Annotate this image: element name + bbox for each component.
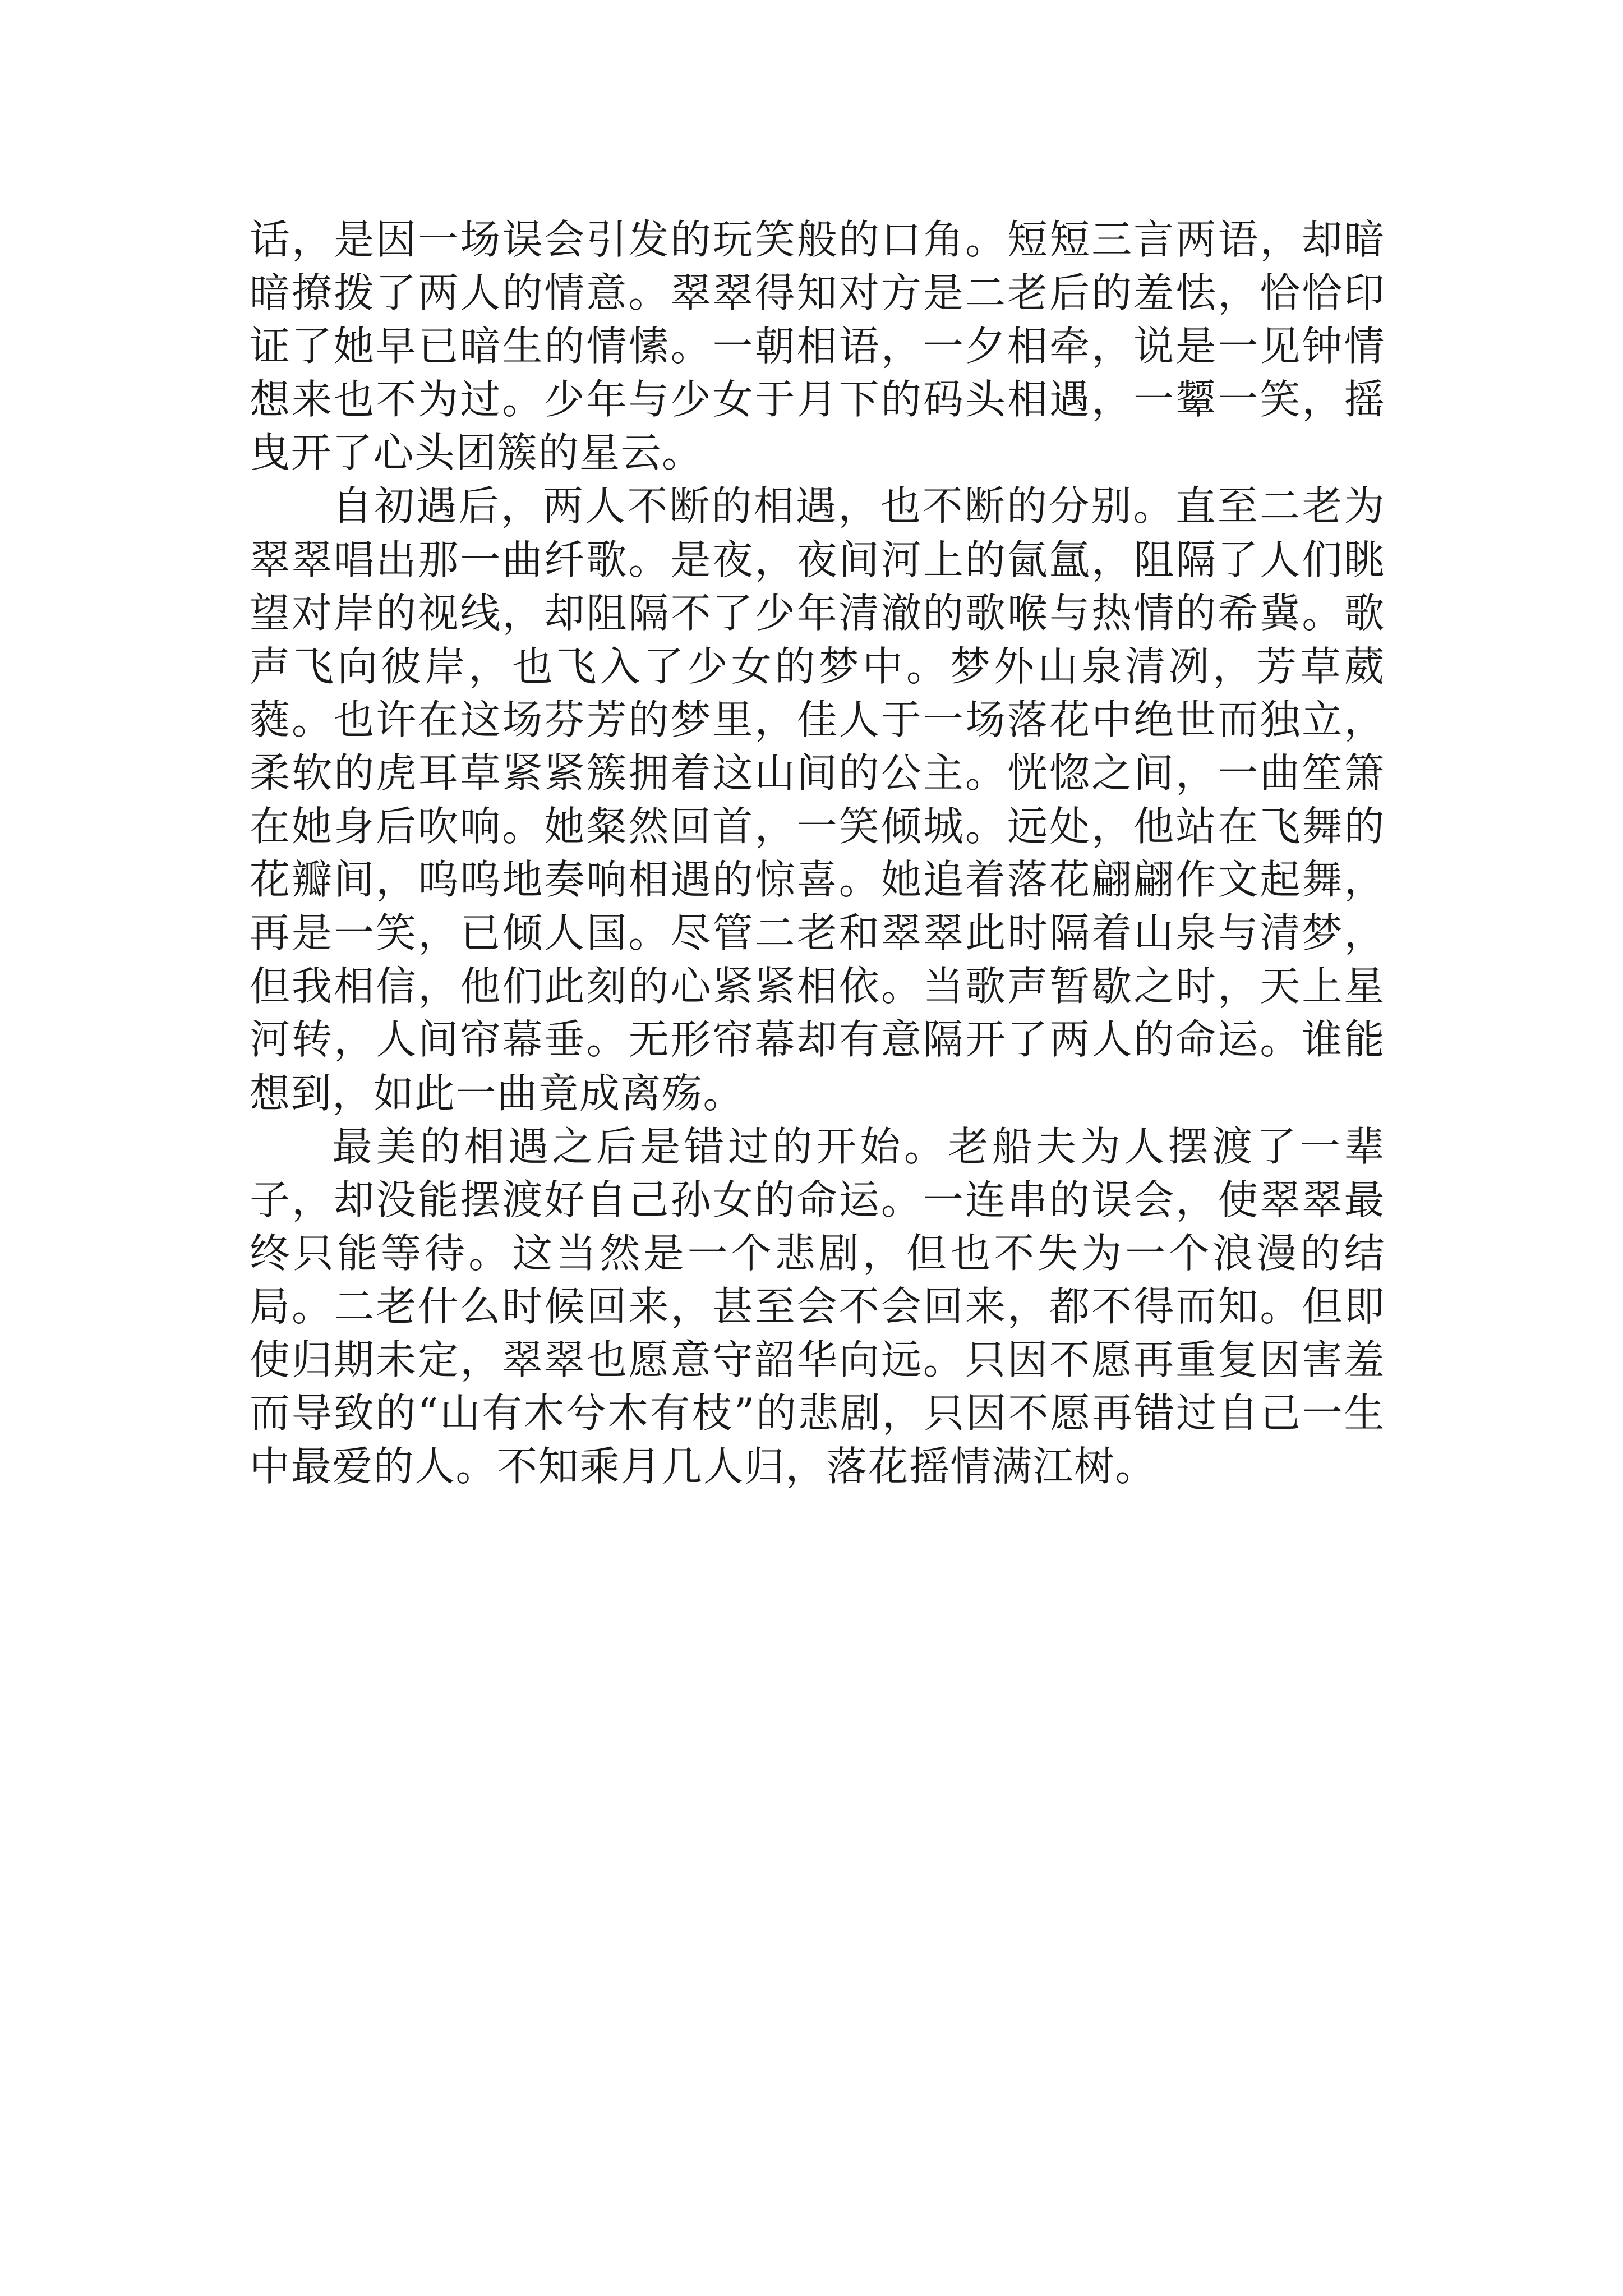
paragraph-missed-ending: 最美的相遇之后是错过的开始。老船夫为人摆渡了一辈子，却没能摆渡好自己孙女的命运。一连串的误会，使翠翠最终只能等待。这当然是一个悲剧，但也不失为一个浪漫的结局。二老什么时候回来，甚至会不会回来，都不得而知。但即使归期未定，翠翠也愿意守韶华向远。只因不愿再重复因害羞而导致的“山有木兮木有枝”的悲剧，只因不愿再错过自己一生中最爱的人。不知乘月几人归，落花摇情满江树。 <box>250 1122 1385 1490</box>
essay-body <box>250 213 1385 1493</box>
paragraph-first-meeting-song: 自初遇后，两人不断的相遇，也不断的分别。直至二老为翠翠唱出那一曲纤歌。是夜，夜间河上的氤氲，阻隔了人们眺望对岸的视线，却阻隔不了少年清澈的歌喉与热情的希冀。歌声飞向彼岸，也飞入了少女的梦中。梦外山泉清冽，芳草葳蕤。也许在这场芬芳的梦里，佳人于一场落花中绝世而独立，柔软的虎耳草紧紧簇拥着这山间的公主。恍惚之间，一曲笙箫在她身后吹响。她粲然回首，一笑倾城。远处，他站在飞舞的花瓣间，呜呜地奏响相遇的惊喜。她追着落花翩翩作文起舞，再是一笑，已倾人国。尽管二老和翠翠此时隔着山泉与清梦，但我相信，他们此刻的心紧紧相依。当歌声暂歇之时，天上星河转，人间帘幕垂。无形帘幕却有意隔开了两人的命运。谁能想到，如此一曲竟成离殇。 <box>250 482 1385 1117</box>
paragraph-continuation: 话，是因一场误会引发的玩笑般的口角。短短三言两语，却暗暗撩拨了两人的情意。翠翠得知对方是二老后的羞怯，恰恰印证了她早已暗生的情愫。一朝相语，一夕相牵，说是一见钟情想来也不为过。少年与少女于月下的码头相遇，一颦一笑，摇曳开了心头团簇的星云。 <box>250 216 1385 477</box>
